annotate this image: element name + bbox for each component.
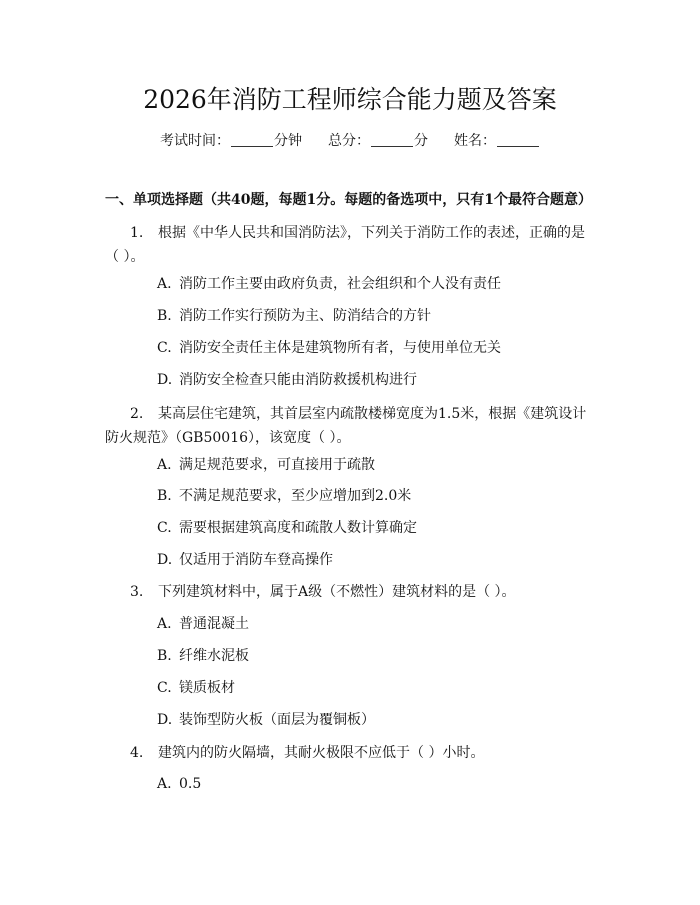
exam-meta-line [0,131,700,151]
option-text: 普通混凝土 [179,616,249,632]
answer-option [157,646,597,666]
option-letter: B. [157,488,172,504]
option-text: 消防工作主要由政府负责，社会组织和个人没有责任 [179,276,501,292]
option-letter: B. [157,308,172,324]
answer-option [157,370,597,390]
answer-option [157,774,597,794]
option-letter: B. [157,648,172,664]
answer-option [157,486,597,506]
section-heading: 一、单项选择题（共40题，每题1分。每题的备选项中，只有1个最符合题意） [105,192,592,208]
option-letter: C. [157,520,172,536]
option-letter: A. [157,276,172,292]
option-letter: A. [157,457,172,473]
answer-option [157,274,597,294]
option-text: 不满足规范要求，至少应增加到2.0米 [179,488,412,504]
time-label: 考试时间： [160,133,230,149]
answer-option [157,455,597,475]
option-letter: D. [157,712,173,728]
option-letter: C. [157,340,172,356]
question-stem [105,580,595,604]
option-text: 0.5 [179,776,202,792]
answer-option [157,614,597,634]
name-blank [497,132,539,147]
option-text: 仅适用于消防车登高操作 [179,552,333,568]
answer-option [157,710,597,730]
option-letter: A. [157,776,172,792]
name-label: 姓名： [454,133,496,149]
question-number: 3. [130,584,144,600]
answer-option [157,306,597,326]
option-text: 纤维水泥板 [179,648,249,664]
option-text: 消防工作实行预防为主、防消结合的方针 [179,308,431,324]
question-stem [105,741,595,765]
time-unit: 分钟 [274,133,302,149]
option-letter: D. [157,372,173,388]
question-number: 2. [130,406,144,422]
question-number: 1. [130,225,144,241]
question-stem [105,402,595,450]
answer-option [157,678,597,698]
time-blank [231,132,273,147]
option-text: 需要根据建筑高度和疏散人数计算确定 [179,520,417,536]
question-text: 下列建筑材料中，属于A级（不燃性）建筑材料的是（ ）。 [158,584,516,600]
question-text: 某高层住宅建筑，其首层室内疏散楼梯宽度为1.5米，根据《建筑设计防火规范》（GB50016），该宽度（ ）。 [105,406,587,446]
option-text: 装饰型防火板（面层为覆铜板） [179,712,375,728]
option-text: 镁质板材 [179,680,235,696]
option-text: 消防安全责任主体是建筑物所有者，与使用单位无关 [179,340,501,356]
question-text: 根据《中华人民共和国消防法》，下列关于消防工作的表述，正确的是（ ）。 [105,225,585,265]
answer-option [157,338,597,358]
option-text: 满足规范要求，可直接用于疏散 [179,457,375,473]
option-letter: D. [157,552,173,568]
option-text: 消防安全检查只能由消防救援机构进行 [179,372,417,388]
option-letter: C. [157,680,172,696]
question-number: 4. [130,745,144,761]
score-unit: 分 [414,133,428,149]
document-title: 2026年消防工程师综合能力题及答案 [143,85,557,114]
answer-option [157,518,597,538]
question-stem [105,221,595,269]
option-letter: A. [157,616,172,632]
score-label: 总分： [328,133,370,149]
question-text: 建筑内的防火隔墙，其耐火极限不应低于（ ）小时。 [158,745,485,761]
score-blank [371,132,413,147]
answer-option [157,550,597,570]
